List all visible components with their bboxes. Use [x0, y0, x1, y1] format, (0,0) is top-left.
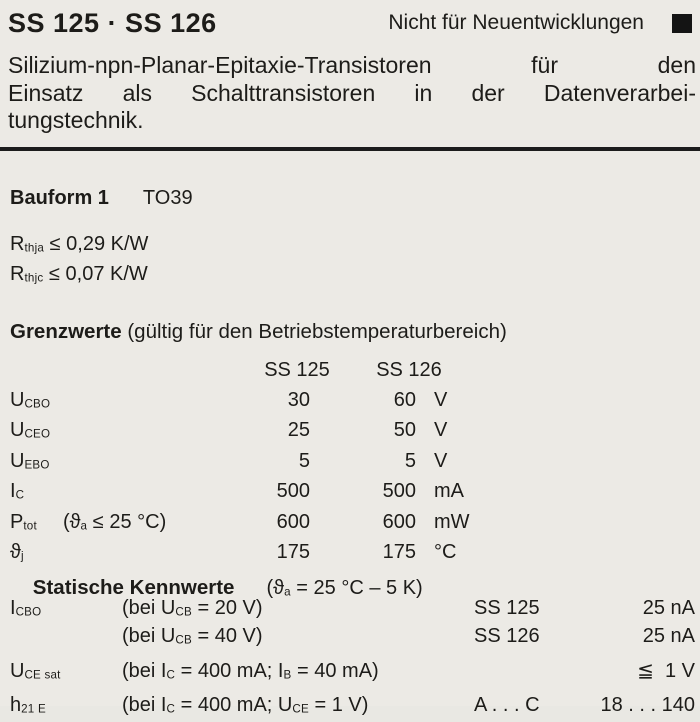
- characteristic-condition: [122, 659, 474, 687]
- limit-symbol: [10, 448, 242, 478]
- characteristic-symbol: [10, 596, 122, 624]
- subscript-text: CE sat: [24, 668, 61, 682]
- text-run: = 40 V): [191, 625, 263, 648]
- text-run: = 400 mA; I: [175, 659, 284, 682]
- subscript-text: tot: [23, 518, 37, 532]
- limits-column-headers: [250, 359, 456, 382]
- text-run: = 400 mA; U: [175, 694, 293, 717]
- limit-value-ss126: 175: [382, 540, 416, 563]
- limits-table: [10, 387, 695, 569]
- text-run: (bei I: [122, 659, 167, 682]
- limit-value-ss126: 60: [393, 389, 416, 411]
- subscript-text: a: [284, 585, 291, 599]
- limit-symbol: [10, 387, 242, 417]
- characteristic-symbol: [10, 659, 122, 687]
- characteristic-symbol: [10, 624, 122, 652]
- limit-symbol: [10, 417, 242, 447]
- subscript-text: EBO: [24, 458, 50, 472]
- text-run: ≤ 25 °C): [87, 510, 167, 533]
- limit-unit: mA: [434, 480, 464, 503]
- intro-line: tungstechnik.: [8, 107, 144, 133]
- limit-value-ss126: 600: [382, 510, 416, 533]
- limit-row: [10, 478, 695, 508]
- characteristic-row: [10, 693, 695, 721]
- limit-value-ss126: 5: [404, 449, 416, 472]
- characteristic-variant: [474, 659, 570, 687]
- characteristic-condition: [122, 693, 474, 721]
- text-run: = 20 V): [191, 597, 263, 619]
- limit-value-ss125: 500: [276, 480, 310, 503]
- text-run: R: [10, 263, 25, 286]
- characteristic-value: 18 . . . 140: [600, 694, 695, 717]
- text-run: U: [10, 419, 25, 442]
- characteristic-value: ≦ 1 V: [637, 659, 695, 682]
- text-run: = 1 V): [308, 694, 369, 717]
- limit-symbol: [10, 509, 242, 539]
- bauform-label: Bauform 1: [10, 187, 109, 209]
- text-run: = 25 °C – 5 K): [290, 577, 423, 599]
- text-run: (bei U: [122, 597, 176, 619]
- subscript-text: 21 E: [21, 702, 46, 716]
- characteristic-row: [10, 659, 695, 687]
- text-run: R: [10, 233, 25, 255]
- column-header-ss126: SS 126: [376, 359, 442, 381]
- characteristics-table: [10, 596, 695, 722]
- black-square-icon: [672, 14, 692, 33]
- text-run: = 40 mA): [291, 659, 379, 682]
- limit-row: [10, 417, 695, 447]
- package-name: TO39: [142, 187, 193, 209]
- limit-unit: °C: [434, 540, 457, 563]
- characteristic-variant: SS 126: [474, 625, 540, 648]
- thermal-resistance-line: [10, 261, 148, 291]
- text-run: U: [10, 449, 25, 472]
- limit-value-ss125: 25: [287, 419, 310, 442]
- header-right: [388, 11, 692, 35]
- text-run: (ϑ: [62, 510, 81, 533]
- limit-row: [10, 387, 695, 417]
- limit-symbol: [10, 478, 242, 508]
- subscript-text: C: [166, 702, 176, 716]
- subscript-text: CBO: [24, 397, 51, 411]
- subscript-text: CEO: [24, 427, 51, 441]
- subscript-text: CB: [175, 633, 192, 647]
- column-header-ss125: SS 125: [264, 359, 330, 381]
- text-run: I: [10, 480, 16, 503]
- characteristic-symbol: [10, 693, 122, 721]
- characteristic-row: [10, 596, 695, 624]
- text-run: U: [10, 659, 25, 682]
- text-run: P: [10, 510, 24, 533]
- text-run: ≤ 0,29 K/W: [44, 233, 149, 255]
- subscript-text: B: [283, 668, 292, 682]
- limit-value-ss126: 50: [393, 419, 416, 442]
- text-run: (ϑ: [266, 577, 285, 599]
- characteristic-condition: [122, 596, 474, 624]
- limit-unit: V: [434, 389, 448, 411]
- characteristics-title: Statische Kennwerte: [32, 576, 235, 599]
- subscript-text: thjc: [24, 271, 44, 285]
- limit-unit: V: [434, 419, 448, 442]
- limit-row: [10, 509, 695, 539]
- subscript-text: C: [166, 668, 176, 682]
- subscript-text: CBO: [15, 605, 42, 619]
- characteristic-variant: SS 125: [474, 597, 540, 619]
- limit-condition: [63, 511, 166, 533]
- package-info: [10, 187, 193, 210]
- characteristic-variant: A . . . C: [474, 694, 540, 717]
- text-run: ϑ: [10, 540, 21, 563]
- page-title: SS 125 · SS 126: [8, 8, 217, 38]
- text-run: h: [10, 694, 22, 717]
- subscript-text: CB: [175, 605, 192, 619]
- notice-label: Nicht für Neuentwicklungen: [388, 11, 644, 34]
- intro-line: Einsatz als Schalttransistoren in der Datenverarbei-: [8, 79, 696, 106]
- limit-unit: mW: [434, 510, 470, 533]
- subscript-text: thja: [24, 241, 45, 255]
- limit-value-ss126: 500: [382, 480, 416, 503]
- limit-unit: V: [434, 449, 448, 472]
- thermal-resistance-line: [10, 231, 148, 261]
- limits-title: Grenzwerte: [10, 320, 122, 343]
- subscript-text: CE: [292, 702, 309, 716]
- limit-value-ss125: 175: [276, 540, 310, 563]
- text-run: I: [10, 597, 16, 619]
- limit-row: [10, 448, 695, 478]
- text-run: ≤ 0,07 K/W: [43, 263, 148, 286]
- limit-value-ss125: 600: [276, 510, 310, 533]
- thermal-resistance: [10, 231, 148, 292]
- text-run: (bei U: [122, 625, 176, 648]
- intro-paragraph: [8, 52, 696, 135]
- limit-value-ss125: 30: [287, 389, 310, 411]
- subscript-text: C: [15, 488, 25, 502]
- subscript-text: a: [80, 518, 88, 532]
- text-run: (bei I: [122, 694, 167, 717]
- limit-value-ss125: 5: [298, 449, 310, 472]
- characteristic-row: [10, 624, 695, 652]
- header: [8, 8, 692, 39]
- subscript-text: j: [20, 549, 24, 563]
- characteristic-condition: [122, 624, 474, 652]
- text-run: U: [10, 389, 25, 411]
- limits-subtitle: (gültig für den Betriebstemperaturbereich): [127, 320, 507, 343]
- limits-heading: [10, 320, 507, 344]
- characteristic-value: 25 nA: [642, 625, 695, 648]
- divider-rule: [0, 147, 700, 151]
- intro-line: Silizium-npn-Planar-Epitaxie-Transistoren für den: [8, 52, 696, 78]
- characteristic-value: 25 nA: [642, 597, 695, 619]
